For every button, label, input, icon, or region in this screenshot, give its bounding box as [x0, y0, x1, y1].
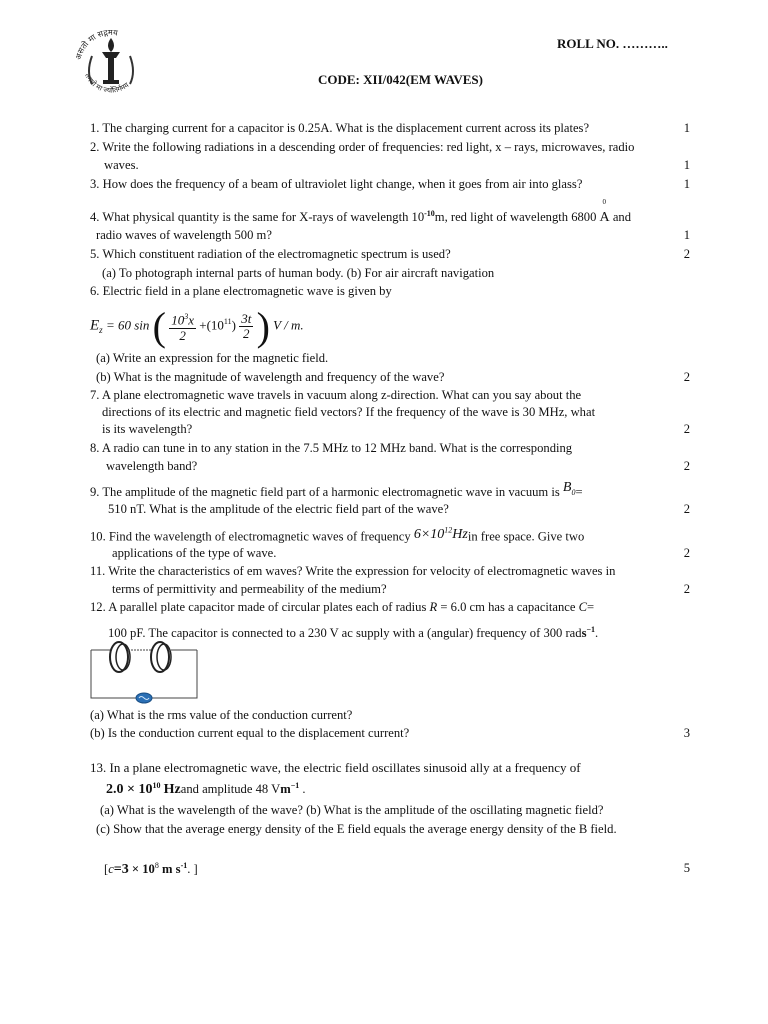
angstrom-ring: 0 [602, 198, 607, 207]
question-text: 100 pF. The capacitor is connected to a 230 V ac supply with a (angular) frequency of 300 rad [108, 626, 582, 641]
unit-symbol: m [280, 782, 291, 797]
question-7-cont2 [102, 422, 690, 437]
question-13-cont [106, 781, 706, 798]
left-paren: ( [152, 304, 166, 349]
question-text: applications of the type of wave. [112, 546, 277, 560]
fraction-numerator: x [188, 312, 194, 328]
marks: 2 [683, 582, 690, 596]
question-text: in free space. Give two [467, 529, 585, 544]
eq-text: =3 [113, 862, 129, 878]
question-13 [90, 760, 690, 776]
marks: 5 [683, 861, 690, 875]
svg-text:असतो मा सद्गमय: असतो मा सद्गमय [73, 27, 119, 61]
fraction-denominator: 2 [179, 327, 186, 343]
question-text: = 6.0 cm has a capacitance [440, 600, 576, 614]
question-text: is its wavelength? [102, 422, 193, 436]
fraction-numerator: 10 [171, 312, 185, 328]
unit-symbol: s [581, 626, 587, 641]
c-symbol: c [108, 862, 114, 877]
question-text: and amplitude 48 V [180, 782, 281, 797]
exponent: 12 [444, 525, 453, 534]
question-text: 2. Write the following radiations in a descending order of frequencies: red light, x – rays, microwaves, radio [90, 140, 635, 154]
question-text: . [302, 782, 306, 797]
marks: 2 [683, 422, 690, 436]
question-9-cont [108, 502, 690, 517]
radius-symbol: R [429, 600, 438, 614]
question-6b [96, 370, 690, 385]
question-text: = [587, 600, 595, 614]
question-text: (a) To photograph internal parts of human body. (b) For air aircraft navigation [102, 266, 495, 280]
question-text: terms of permittivity and permeability of the medium? [112, 582, 387, 596]
question-text: (a) What is the wavelength of the wave? (b) What is the amplitude of the oscillating magnetic field? [100, 803, 604, 817]
question-text: 5. Which constituent radiation of the electromagnetic spectrum is used? [90, 247, 451, 261]
question-text: (a) Write an expression for the magnetic field. [96, 351, 329, 365]
question-text: 9. The amplitude of the magnetic field part of a harmonic electromagnetic wave in vacuum is [90, 485, 560, 499]
eq-text: +(10 [199, 317, 224, 333]
eq-unit: V / m. [273, 317, 304, 333]
question-text: 12. A parallel plate capacitor made of circular plates each of radius [90, 600, 427, 614]
frequency-value [414, 527, 468, 542]
question-13a [100, 803, 700, 818]
marks: 1 [683, 121, 690, 135]
marks: 2 [683, 502, 690, 516]
question-text: (c) Show that the average energy density of the E field equals the average energy density of the B field. [96, 822, 617, 836]
question-text: and [612, 210, 632, 225]
unit-symbol: m s [158, 862, 181, 877]
question-text: 11. Write the characteristics of em waves? Write the expression for velocity of electromagnetic waves in [90, 564, 616, 578]
question-6a [96, 351, 690, 366]
exponent: −1 [586, 625, 596, 634]
exponent: 8 [154, 861, 159, 870]
speed-of-light-note [104, 861, 690, 878]
frequency-base: 6×10 [413, 526, 445, 542]
question-11-cont [112, 582, 690, 597]
marks: 1 [683, 158, 690, 172]
question-text: waves. [104, 158, 139, 172]
marks: 2 [683, 546, 690, 560]
svg-text:तमसो मा ज्योतिर्गमय: तमसो मा ज्योतिर्गमय [83, 72, 131, 95]
question-11 [90, 564, 690, 579]
fraction-2 [239, 312, 253, 341]
marks: 2 [683, 370, 690, 384]
question-text: . [595, 626, 599, 641]
eq-text: ) [231, 317, 236, 333]
angstrom-letter: A [599, 210, 610, 226]
question-12a [90, 708, 690, 723]
question-text: (a) What is the rms value of the conduction current? [90, 708, 353, 722]
question-13c [96, 822, 696, 837]
marks: 2 [683, 247, 690, 261]
electric-field-equation [90, 303, 304, 350]
question-2-cont [104, 158, 690, 173]
capacitor-circuit-diagram [88, 638, 200, 704]
question-text: 8. A radio can tune in to any station in the 7.5 MHz to 12 MHz band. What is the corresponding [90, 441, 573, 455]
angstrom-symbol [599, 198, 610, 226]
eq-text: = [575, 485, 583, 499]
question-12 [90, 600, 690, 615]
question-7-cont [102, 405, 702, 420]
bracket: [ [104, 862, 109, 877]
eq-text: sin [134, 317, 150, 333]
marks: 3 [683, 726, 690, 740]
question-9 [90, 480, 690, 502]
question-7 [90, 388, 690, 403]
question-text: 3. How does the frequency of a beam of ultraviolet light change, when it goes from air into glass? [90, 177, 583, 191]
question-text: wavelength band? [106, 459, 198, 473]
marks: 1 [683, 177, 690, 191]
question-text: radio waves of wavelength 500 m? [96, 228, 272, 242]
exponent: −1 [290, 781, 300, 790]
frequency-unit: Hz [452, 526, 468, 542]
question-4-cont [96, 228, 690, 243]
eq-text: = 60 [105, 317, 131, 333]
eq-symbol: E [90, 317, 100, 334]
question-10-cont [112, 546, 690, 561]
institution-emblem-logo [72, 26, 150, 104]
question-text: 6. Electric field in a plane electromagnetic wave is given by [90, 284, 392, 298]
question-6 [90, 284, 690, 299]
fraction-denominator: 2 [243, 326, 250, 341]
exponent: 11 [223, 317, 232, 327]
marks: 1 [683, 228, 690, 242]
roll-number: ROLL NO. ……….. [557, 36, 668, 51]
question-text: 7. A plane electromagnetic wave travels in vacuum along z-direction. What can you say about the [90, 388, 582, 402]
question-8 [90, 441, 690, 456]
question-5 [90, 247, 690, 262]
question-1 [90, 121, 690, 136]
fraction-numerator: 3t [241, 311, 252, 326]
fraction-1 [169, 310, 196, 342]
exponent: -1 [180, 861, 188, 870]
question-text: 10. Find the wavelength of electromagnetic waves of frequency [90, 529, 411, 544]
question-text: directions of its electric and magnetic field vectors? If the frequency of the wave is 30 MHz, what [102, 405, 596, 419]
question-text: (b) Is the conduction current equal to the displacement current? [90, 726, 410, 740]
frequency-value: 2.0 × 10 [106, 782, 153, 798]
exponent: -10 [424, 209, 435, 218]
question-text: 1. The charging current for a capacitor is 0.25A. What is the displacement current across its plates? [90, 121, 590, 135]
paper-code-title: CODE: XII/042(EM WAVES) [318, 72, 483, 87]
question-text: (b) What is the magnitude of wavelength and frequency of the wave? [96, 370, 445, 384]
question-5-cont [102, 266, 702, 281]
question-text: 4. What physical quantity is the same for X-rays of wavelength 10 [90, 210, 425, 225]
bracket: . ] [187, 862, 198, 877]
b0-symbol: B [562, 480, 572, 495]
question-text: 510 nT. What is the amplitude of the electric field part of the wave? [108, 502, 449, 516]
exponent: 10 [152, 781, 161, 790]
frequency-unit: Hz [163, 782, 181, 798]
eq-text: × 10 [128, 862, 155, 877]
question-12b [90, 726, 690, 741]
question-8-cont [106, 459, 690, 474]
question-text: 13. In a plane electromagnetic wave, the electric field oscillates sinusoid ally at a frequency of [90, 760, 581, 775]
marks: 2 [683, 459, 690, 473]
question-4 [90, 198, 690, 226]
question-2 [90, 140, 690, 155]
right-paren: ) [256, 304, 270, 349]
eq-subscript: z [99, 325, 103, 336]
question-text: m, red light of wavelength 6800 [434, 210, 597, 225]
question-10 [90, 525, 690, 546]
exponent: 3 [184, 312, 189, 322]
b0-subscript: 0 [571, 487, 576, 497]
capacitance-symbol: C [578, 600, 588, 614]
question-3 [90, 177, 690, 192]
